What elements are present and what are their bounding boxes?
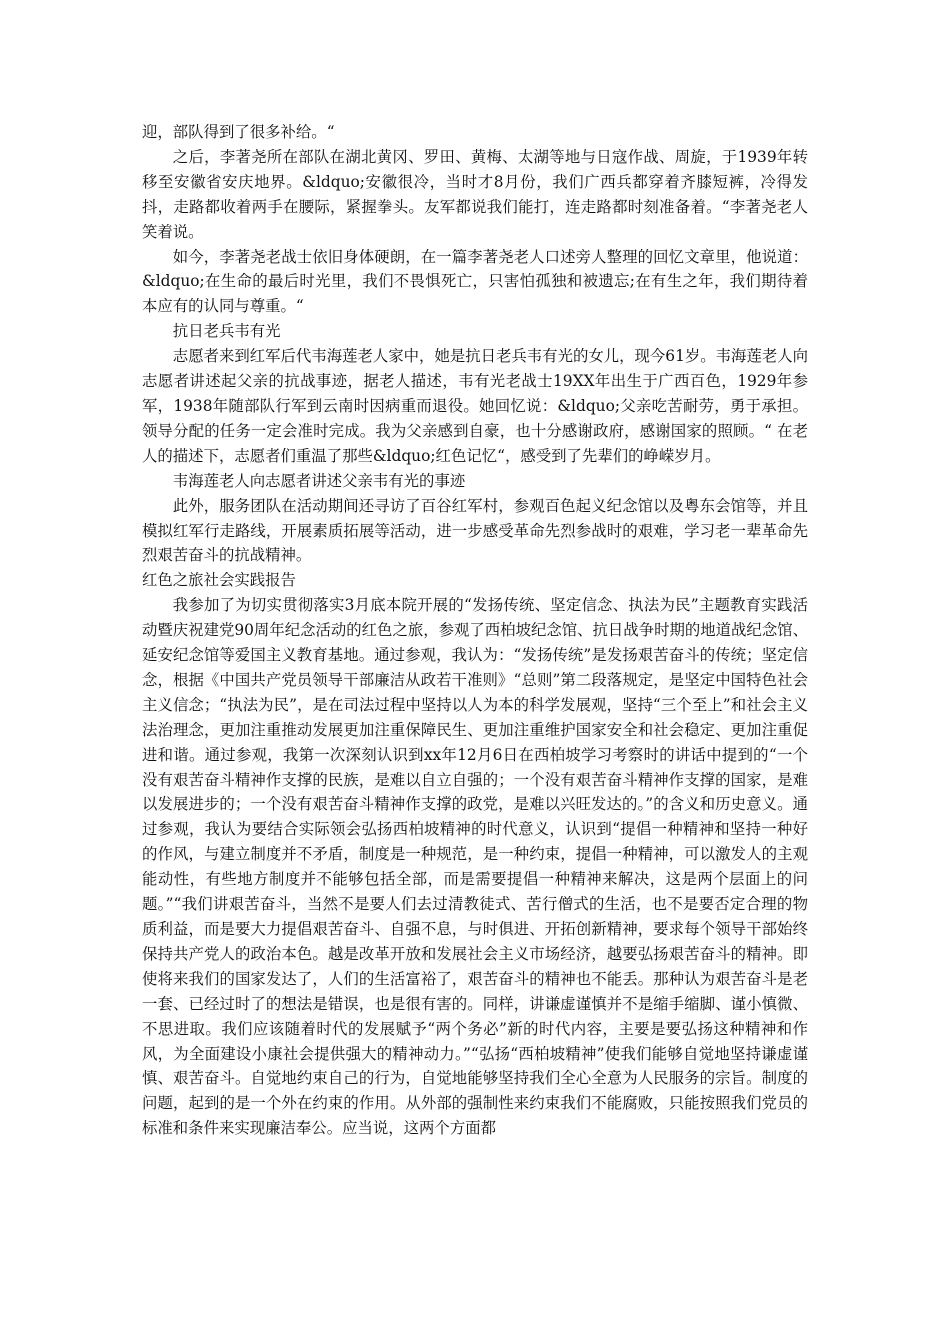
paragraph-continuation: 迎，部队得到了很多补给。“: [142, 123, 335, 141]
paragraph-anhui-campaign: 之后，李著尧所在部队在湖北黄冈、罗田、黄梅、太湖等地与日寇作战、周旋，于1939年转移至安徽省安庆地界。&ldquo;安徽很冷，当时才8月份，我们广西兵都穿着齐膝短裤，冷得发抖，走路都收着两手在腰际，紧握拳头。友军都说我们能打，连走路都时刻准备着。“李著尧老人笑着说。: [142, 147, 808, 241]
section-heading-wei-youguang: 抗日老兵韦有光: [172, 322, 281, 341]
paragraph-service-team: 此外，服务团队在活动期间还寻访了百谷红军村，参观百色起义纪念馆以及粤东会馆等，并且模拟红军行走路线，开展素质拓展等活动，进一步感受革命先烈参战时的艰难，学习老一辈革命先烈艰苦奋斗的抗战精神。: [142, 496, 808, 565]
paragraph-li-zhuyao-recollection: 如今，李著尧老战士依旧身体硬朗，在一篇李著尧老人口述旁人整理的回忆文章里，他说道：&ldquo;在生命的最后时光里，我们不畏惧死亡，只害怕孤独和被遗忘;在有生之年，我们期待着本应有的认同与尊重。“: [142, 247, 808, 316]
photo-caption: 韦海莲老人向志愿者讲述父亲韦有光的事迹: [172, 471, 466, 490]
paragraph-wei-hailian-visit: 志愿者来到红军后代韦海莲老人家中，她是抗日老兵韦有光的女儿，现今61岁。韦海莲老人向志愿者讲述起父亲的抗战事迹，据老人描述，韦有光老战士19XX年出生于广西百色，1929年参军，1938年随部队行军到云南时因病重而退役。她回忆说：&ldquo;父亲吃苦耐劳，勇于承担。领导分配的任务一定会准时完成。我为父亲感到自豪，也十分感谢政府，感谢国家的照顾。“ 在老人的描述下，志愿者们重温了那些&ldquo;红色记忆“，感受到了先辈们的峥嵘岁月。: [142, 347, 809, 465]
paragraph-report-body: 我参加了为切实贯彻落实3月底本院开展的“发扬传统、坚定信念、执法为民”主题教育实践活动暨庆祝建党90周年纪念活动的红色之旅，参观了西柏坡纪念馆、抗日战争时期的地道战纪念馆、延安纪念馆等爱国主义教育基地。通过参观，我认为：“发扬传统”是发扬艰苦奋斗的传统；坚定信念，根据《中国共产党员领导干部廉洁从政若干准则》“总则”第二段落规定，是坚定中国特色社会主义信念；“执法为民”，是在司法过程中坚持以人为本的科学发展观，坚持“三个至上”和社会主义法治理念，更加注重推动发展更加注重保障民生、更加注重维护国家安全和社会稳定、更加注重促进和谐。通过参观，我第一次深刻认识到xx年12月6日在西柏坡学习考察时的讲话中提到的“一个没有艰苦奋斗精神作支撑的民族，是难以自立自强的；一个没有艰苦奋斗精神作支撑的国家，是难以发展进步的；一个没有艰苦奋斗精神作支撑的政党，是难以兴旺发达的。”的含义和历史意义。通过参观，我认为要结合实际领会弘扬西柏坡精神的时代意义，认识到“提倡一种精神和坚持一种好的作风，与建立制度并不矛盾，制度是一种规范，是一种约束，提倡一种精神，可以激发人的主观能动性，有些地方制度并不能够包括全部，而是需要提倡一种精神来解决，这是两个层面上的问题。”“我们讲艰苦奋斗，当然不是要人们去过清教徒式、苦行僧式的生活，也不是要否定合理的物质利益，而是要大力提倡艰苦奋斗、自强不息，与时俱进、开拓创新精神，要求每个领导干部始终保持共产党人的政治本色。越是改革开放和发展社会主义市场经济，越要弘扬艰苦奋斗的精神。即使将来我们的国家发达了，人们的生活富裕了，艰苦奋斗的精神也不能丢。那种认为艰苦奋斗是老一套、已经过时了的想法是错误，也是很有害的。同样，讲谦虚谨慎并不是缩手缩脚、谨小慎微、不思进取。我们应该随着时代的发展赋予“两个务必”新的时代内容，主要是要弘扬这种精神和作风，为全面建设小康社会提供强大的精神动力。”“弘扬“西柏坡精神”使我们能够自觉地坚持谦虚谨慎、艰苦奋斗。自觉地约束自己的行为，自觉地能够坚持我们全心全意为人民服务的宗旨。制度的问题，起到的是一个外在约束的作用。从外部的强制性来约束我们不能腐败，只能按照我们党员的标准和条件来实现廉洁奉公。应当说，这两个方面都: [142, 596, 808, 1138]
document-body: [142, 120, 808, 1141]
report-title: 红色之旅社会实践报告: [142, 571, 296, 590]
